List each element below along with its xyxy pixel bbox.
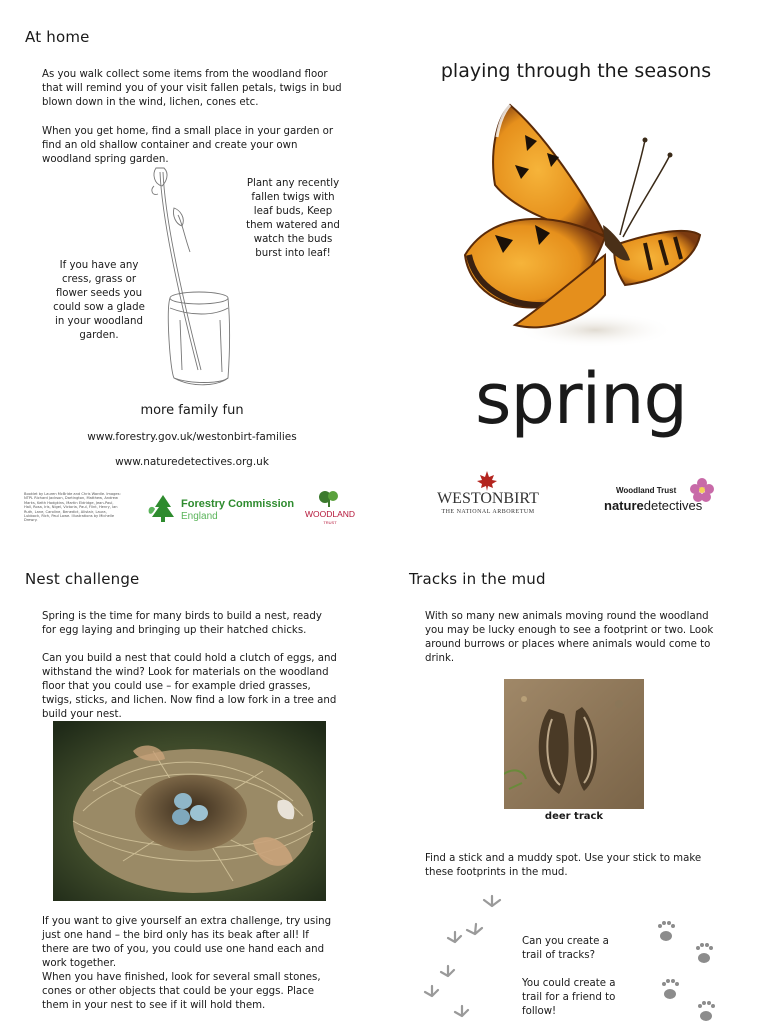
- westonbirt-logo: [432, 470, 544, 520]
- butterfly-illustration: [455, 95, 705, 365]
- tracks-para2: Find a stick and a muddy spot. Use your stick to make these footprints in the mud.: [425, 853, 702, 878]
- deer-track-caption: deer track: [544, 811, 604, 822]
- paw-prints-illustration: [648, 908, 728, 1024]
- forestry-commission-logo: [147, 492, 295, 526]
- nest-para1: Spring is the time for many birds to build a nest, ready for egg laying and bringing up their hatched chicks.: [42, 611, 322, 636]
- deer-track-photo: [504, 679, 644, 809]
- nd-detectives-word: detectives: [643, 498, 703, 513]
- westonbirt-name: WESTONBIRT: [437, 490, 539, 507]
- tracks-question-2: You could create a trail for a friend to follow!: [522, 978, 616, 1017]
- tree-icon: [147, 493, 179, 523]
- nest-para4: When you have finished, look for several small stones, cones or other objects that could be your eggs. Place them in your nest to see if it will hold them.: [42, 972, 321, 1011]
- cover-tagline: playing through the seasons: [440, 60, 712, 82]
- tracks-title: Tracks in the mud: [409, 570, 546, 588]
- nature-detectives-logo: [602, 478, 718, 518]
- woodland-trust-sub: TRUST: [323, 520, 337, 525]
- nd-nature-word: nature: [604, 498, 644, 513]
- image-credits: Booklet by Lauren McBride and Chris Wardle. Images: NTPL Richard Jackson, Dartington, Matthew, Andrew Marks, Keith Hodgkins, Martin Eldridge, Jean-Paul, Hall, Rosa, Iris, Nigel, Victoria, Paul, Flint, Henry, Ian Ruth, Lane, Caroline, Benedict, Alistair, Laura, Lubbock, Rich, Paul Lowe. Illustrations by Michelle Drewry.: [24, 492, 121, 523]
- tracks-para1: With so many new animals moving round the woodland you may be lucky enough to see a footprint or two. Look around burrows or places where animals would come to drink.: [425, 611, 714, 664]
- nd-woodland-trust-label: Woodland Trust: [616, 486, 677, 495]
- at-home-para1: As you walk collect some items from the woodland floor that will remind you of your visit fallen petals, twigs in bud blown down in the wind, lichen, cones etc.: [42, 69, 342, 108]
- bird-footprints-illustration: [420, 892, 510, 1024]
- forestry-commission-england: England: [181, 511, 218, 522]
- nature-detectives-url-link[interactable]: www.naturedetectives.org.uk: [115, 456, 269, 468]
- nest-para2: Can you build a nest that could hold a clutch of eggs, and withstand the wind? Look for materials on the woodland floor that you could use – for example dried grasses, twigs, sticks, and lichen. Now find a low fork in a tree and build your nest.: [42, 653, 337, 720]
- nest-para3: If you want to give yourself an extra challenge, try using just one hand – the bird only has its beak after all! If there are two of you, you could use one hand each and work together.: [42, 916, 332, 969]
- twig-jar-sketch: [140, 160, 240, 388]
- at-home-title: At home: [25, 28, 90, 46]
- nature-detectives-wordmark: [604, 498, 702, 513]
- tracks-question-1: Can you create a trail of tracks?: [522, 936, 609, 961]
- woodland-trust-tree-icon: [317, 490, 341, 508]
- maple-leaf-icon: [476, 470, 498, 492]
- woodland-trust-word: WOODLAND: [304, 509, 356, 519]
- more-family-fun-heading: more family fun: [140, 403, 244, 418]
- forestry-url-link[interactable]: www.forestry.gov.uk/westonbirt-families: [87, 431, 297, 443]
- bird-nest-photo: [53, 721, 326, 901]
- note-sow-seeds: If you have any cress, grass or flower seeds you could sow a glade in your woodland garden.: [53, 260, 145, 341]
- note-plant-twigs: Plant any recently fallen twigs with leaf buds, Keep them watered and watch the buds burst into leaf!: [246, 178, 340, 259]
- cover-title: spring: [475, 358, 687, 440]
- nest-challenge-title: Nest challenge: [25, 570, 140, 588]
- woodland-trust-logo: [302, 490, 358, 528]
- westonbirt-sub: THE NATIONAL ARBORETUM: [441, 509, 535, 515]
- forestry-commission-name: Forestry Commission: [181, 498, 295, 510]
- at-home-para2: When you get home, find a small place in your garden or find an old shallow container and create your own woodland spring garden.: [42, 126, 334, 165]
